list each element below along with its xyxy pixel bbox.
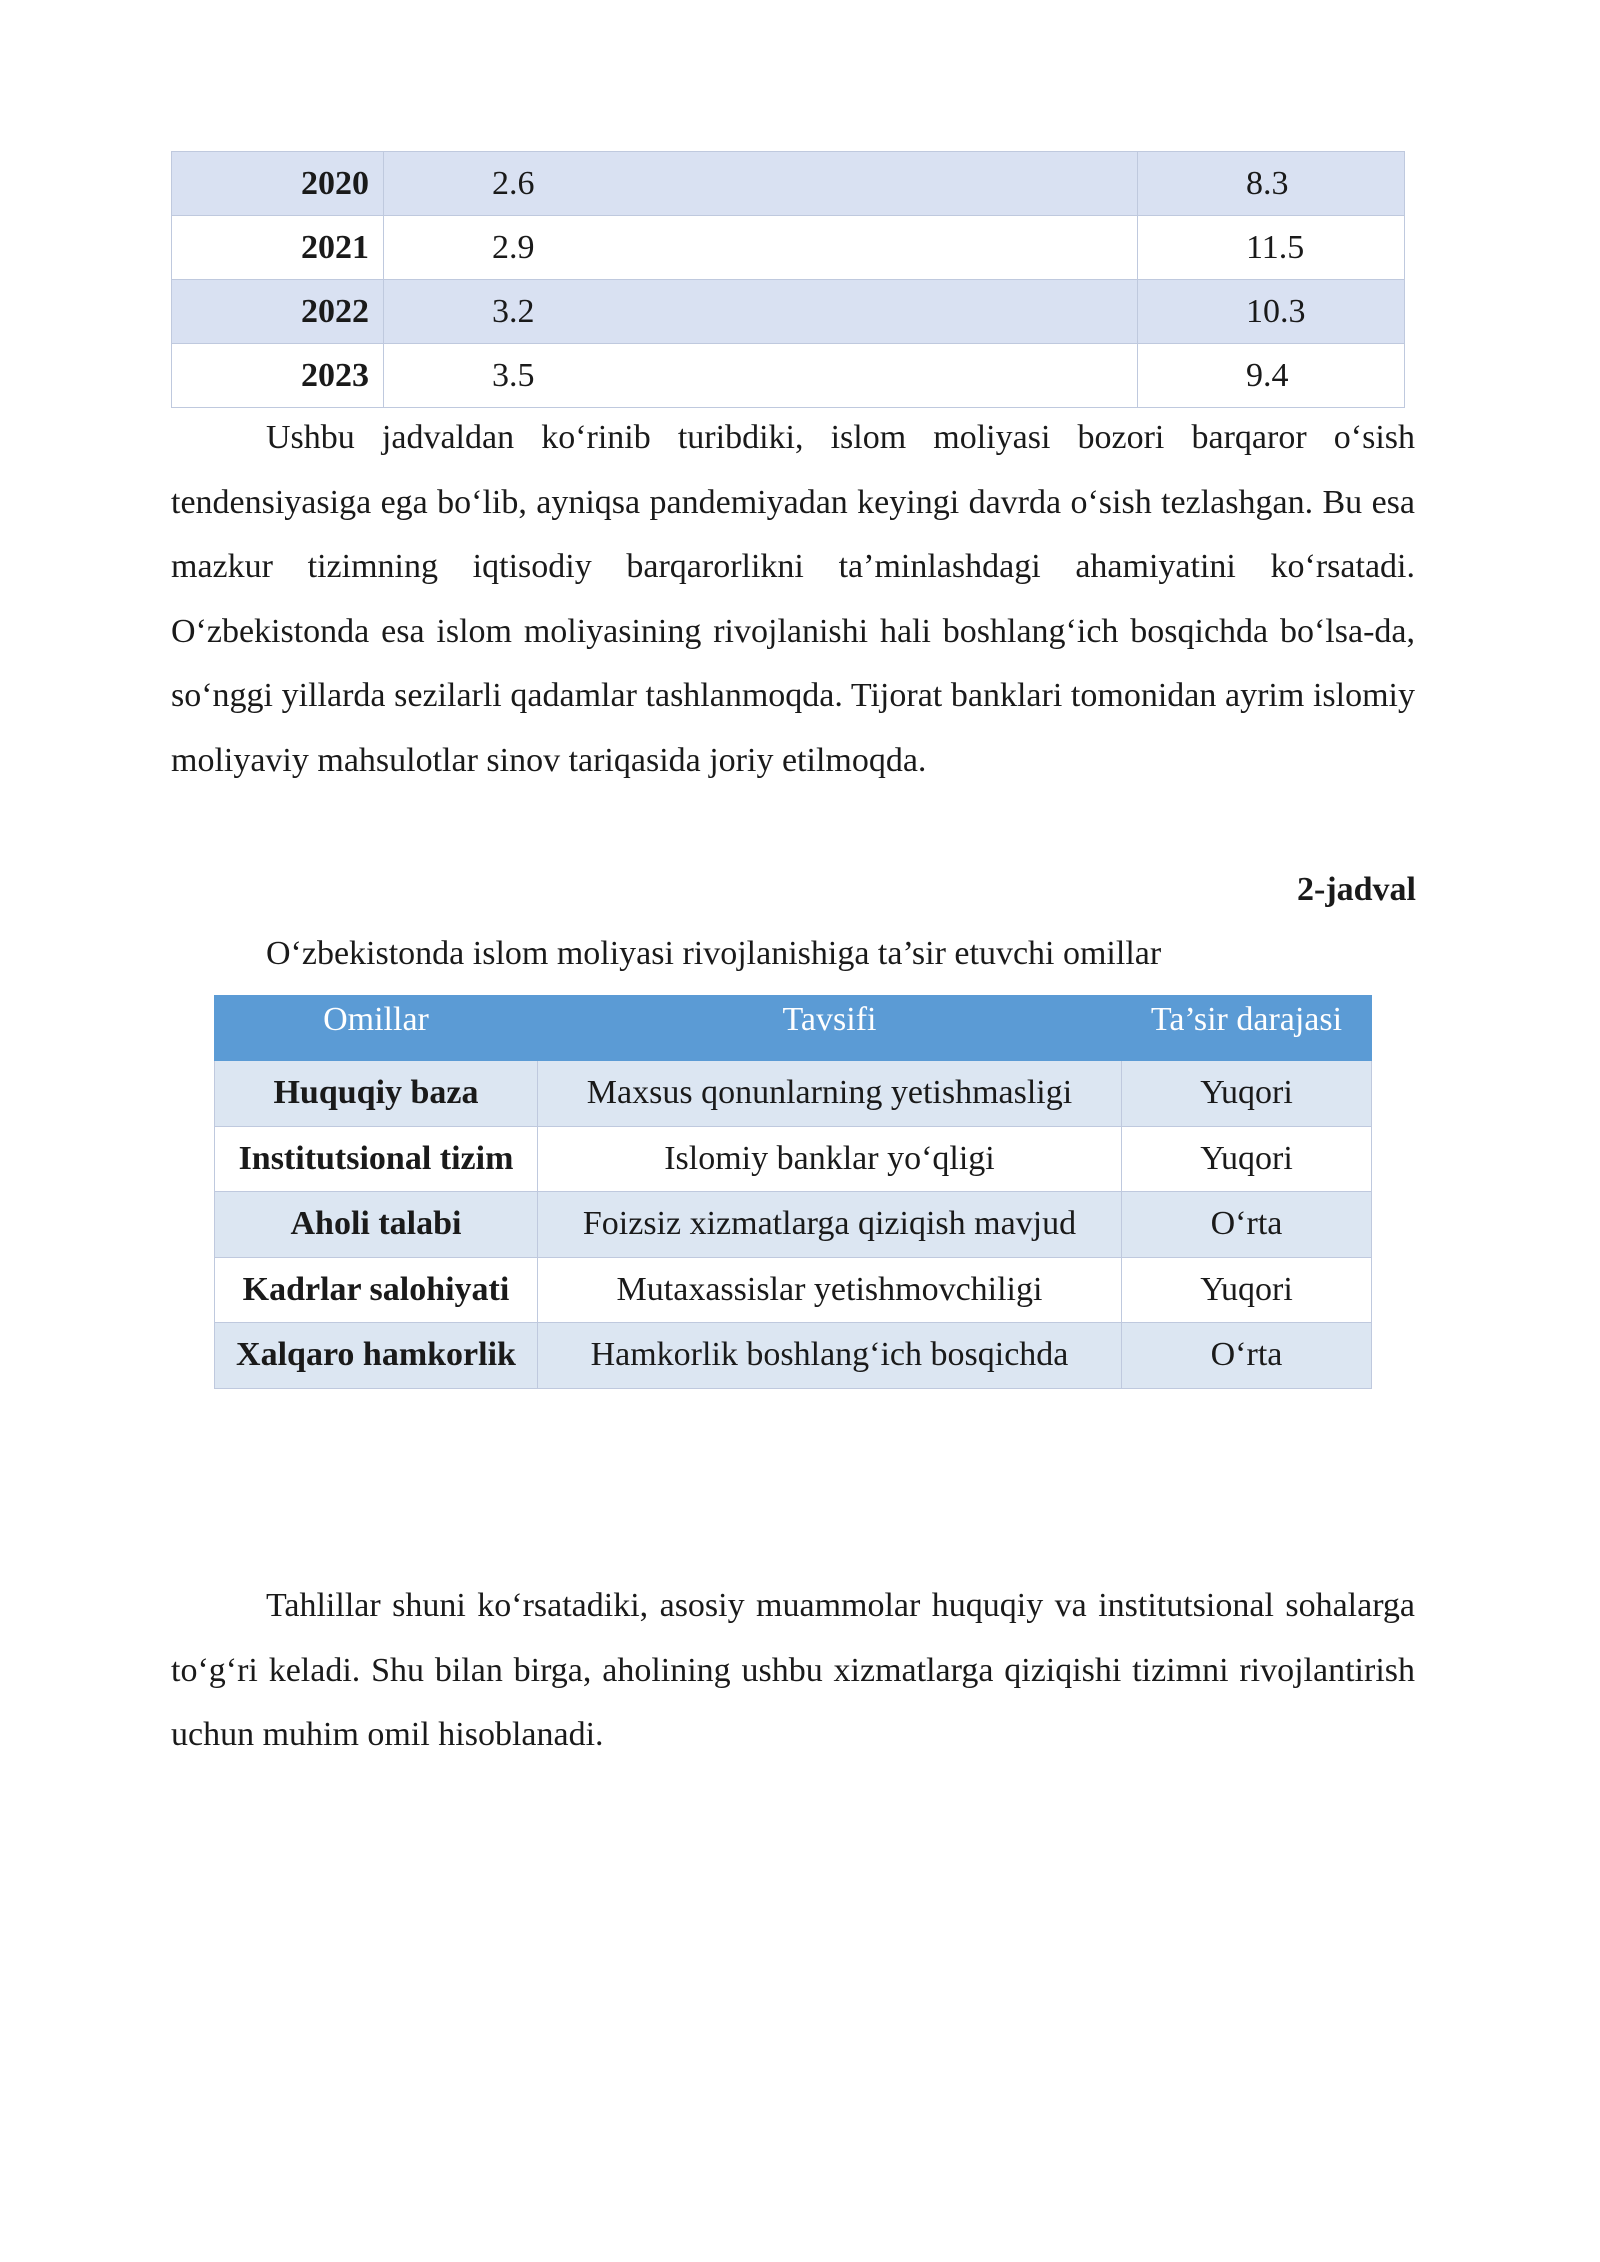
factor-cell [215, 1192, 538, 1258]
impact-level-text: Yuqori [1200, 1139, 1293, 1177]
impact-level-text: Yuqori [1200, 1270, 1293, 1308]
impact-level-cell [1122, 1126, 1372, 1192]
description-cell [538, 1192, 1122, 1258]
body-paragraph [171, 406, 1415, 794]
body-paragraph [171, 1574, 1415, 1768]
value-cell: 2.9 [384, 216, 1138, 280]
table-row [172, 216, 1405, 280]
description-text: Hamkorlik boshlang‘ich bosqichda [590, 1336, 1069, 1374]
value-cell: 11.5 [1138, 216, 1405, 280]
description-text: Maxsus qonunlarning yetishmasligi [586, 1074, 1073, 1111]
value-cell: 3.2 [384, 280, 1138, 344]
table-row [215, 1061, 1372, 1127]
table-row [215, 1192, 1372, 1258]
column-header: Omillar [215, 996, 538, 1061]
impact-level-text: O‘rta [1210, 1205, 1283, 1243]
factor-cell [215, 1126, 538, 1192]
value-cell: 10.3 [1138, 280, 1405, 344]
table-row [215, 1323, 1372, 1389]
description-text: Islomiy banklar yo‘qligi [664, 1139, 995, 1177]
description-cell [538, 1061, 1122, 1127]
factor-text: Huquqiy baza [273, 1074, 479, 1111]
year-cell: 2020 [172, 152, 384, 216]
table-row [172, 280, 1405, 344]
value-cell: 3.5 [384, 344, 1138, 408]
year-cell: 2021 [172, 216, 384, 280]
description-text: Mutaxassislar yetishmovchiligi [616, 1270, 1043, 1308]
value-cell: 2.6 [384, 152, 1138, 216]
paragraph-text: Ushbu jadvaldan ko‘rinib turibdiki, islom moliyasi bozori barqaror o‘sish tendensiyasiga ega bo‘lib, ayniqsa pandemiyadan keyingi davrda o‘sish tezlashgan. Bu esa mazkur tizimning iqtisodiy barqarorlikni ta’minlashdagi ahamiyatini ko‘rsatadi. O‘zbekistonda esa islom moliyasining rivojlanishi hali boshlang‘ich bosqichda bo‘lsa-da, so‘nggi yillarda sezilarli qadamlar tashlanmoqda. Tijorat banklari tomonidan ayrim islomiy moliyaviy mahsulotlar sinov tariqasida joriy etilmoqda. [171, 419, 1415, 779]
value-cell: 9.4 [1138, 344, 1405, 408]
factor-text: Kadrlar salohiyati [242, 1270, 510, 1308]
factor-text: Institutsional tizim [238, 1139, 514, 1177]
year-cell: 2022 [172, 280, 384, 344]
year-cell: 2023 [172, 344, 384, 408]
factor-cell [215, 1323, 538, 1389]
table-number: 2-jadval [1297, 871, 1416, 908]
column-header: Ta’sir darajasi [1122, 996, 1372, 1061]
factor-text: Aholi talabi [290, 1205, 462, 1243]
impact-level-text: Yuqori [1200, 1074, 1293, 1111]
description-cell [538, 1257, 1122, 1323]
factors-table [214, 995, 1372, 1389]
table-row [172, 344, 1405, 408]
paragraph-text: Tahlillar shuni ko‘rsatadiki, asosiy muammolar huquqiy va institutsional sohalarga to‘g‘ri keladi. Shu bilan birga, aholining ushbu xizmatlarga qiziqishi tizimni rivojlantirish uchun muhim omil hisoblanadi. [171, 1587, 1415, 1754]
factor-cell [215, 1257, 538, 1323]
description-cell [538, 1323, 1122, 1389]
value-cell: 8.3 [1138, 152, 1405, 216]
impact-level-text: O‘rta [1210, 1336, 1283, 1374]
impact-level-cell [1122, 1192, 1372, 1258]
table-row [215, 1126, 1372, 1192]
table-row [215, 1257, 1372, 1323]
table-header-row [215, 996, 1372, 1061]
description-text: Foizsiz xizmatlarga qiziqish mavjud [582, 1205, 1077, 1243]
factor-text: Xalqaro hamkorlik [236, 1336, 516, 1374]
impact-level-cell [1122, 1061, 1372, 1127]
impact-level-cell [1122, 1257, 1372, 1323]
description-cell [538, 1126, 1122, 1192]
table-caption: O‘zbekistonda islom moliyasi rivojlanishiga ta’sir etuvchi omillar [266, 935, 1162, 972]
impact-level-cell [1122, 1323, 1372, 1389]
table-row [172, 152, 1405, 216]
column-header: Tavsifi [538, 996, 1122, 1061]
factor-cell [215, 1061, 538, 1127]
growth-table [171, 151, 1405, 408]
